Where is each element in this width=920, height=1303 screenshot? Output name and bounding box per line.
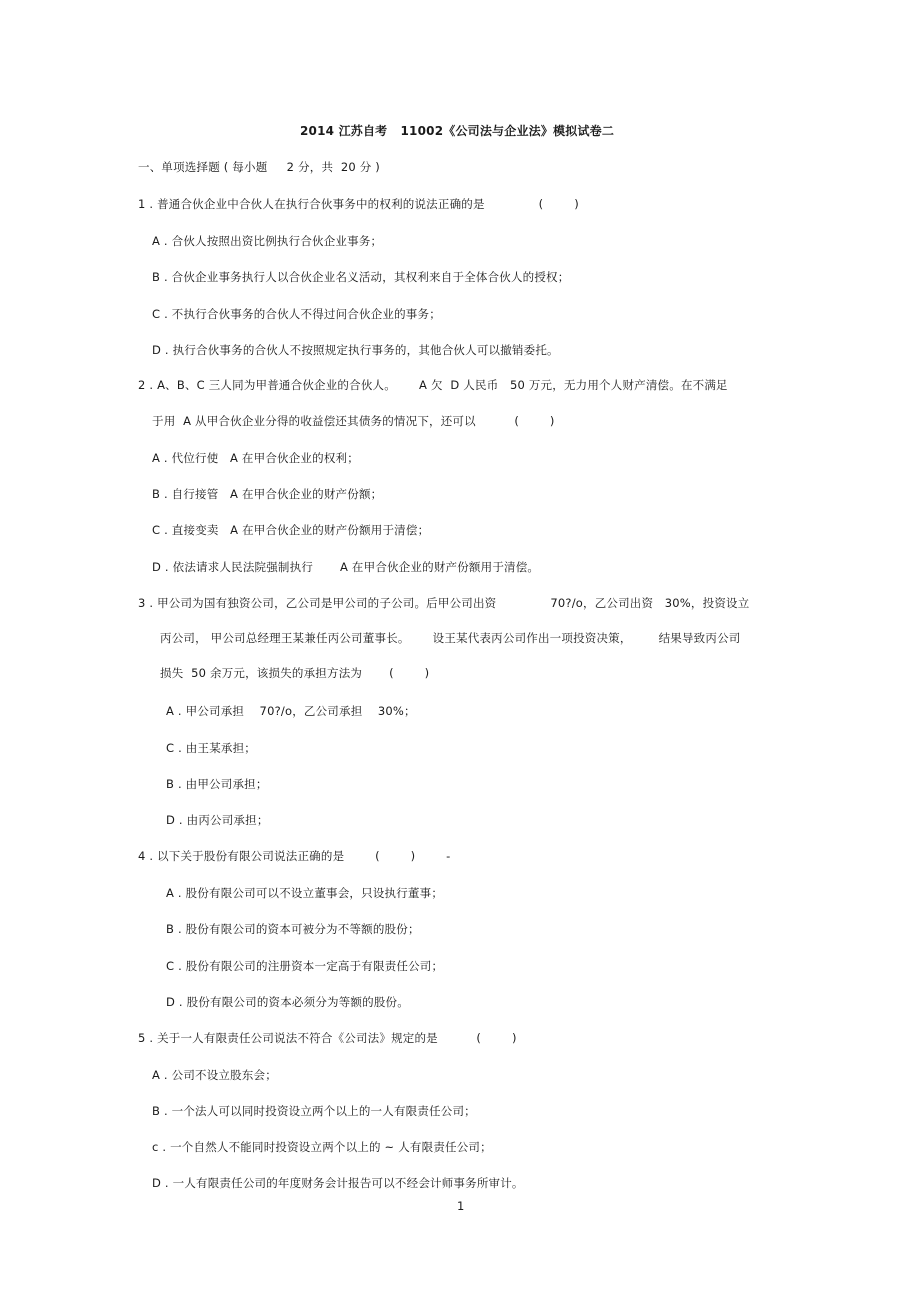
- option-a: A . 合伙人按照出资比例执行合伙企业事务；: [152, 234, 383, 248]
- question-stem: 1 . 普通合伙企业中合伙人在执行合伙事务中的权利的说法正确的是 ( ): [138, 197, 579, 211]
- option-c: C . 直接变卖 A 在甲合伙企业的财产份额用于清偿；: [152, 523, 430, 537]
- option-c: C . 由王某承担；: [166, 741, 256, 755]
- option-b: B . 自行接管 A 在甲合伙企业的财产份额；: [152, 487, 383, 501]
- option-a: A . 代位行使 A 在甲合伙企业的权利；: [152, 451, 359, 465]
- option-a: A . 股份有限公司可以不设立董事会，只设执行董事；: [166, 886, 444, 900]
- option-c: C . 股份有限公司的注册资本一定高于有限责任公司；: [166, 959, 444, 973]
- question-stem-continued: 于用 A 从甲合伙企业分得的收益偿还其债务的情况下，还可以 ( ): [152, 414, 555, 428]
- option-c: c . 一个自然人不能同时投资设立两个以上的 ~ 人有限责任公司；: [152, 1140, 492, 1154]
- option-b: B . 由甲公司承担；: [166, 777, 268, 791]
- page-number: 1: [457, 1199, 465, 1213]
- option-d: D . 依法请求人民法院强制执行 A 在甲合伙企业的财产份额用于清偿。: [152, 560, 540, 574]
- document-title: 2014 江苏自考 11002《公司法与企业法》模拟试卷二: [300, 124, 615, 138]
- option-d: D . 股份有限公司的资本必须分为等额的股份。: [166, 995, 409, 1009]
- question-stem-continued: 损失 50 余万元，该损失的承担方法为 ( ): [160, 666, 430, 680]
- option-c: C . 不执行合伙事务的合伙人不得过问合伙企业的事务；: [152, 307, 441, 321]
- question-stem: 4 . 以下关于股份有限公司说法正确的是 ( ) -: [138, 849, 451, 863]
- option-d: D . 执行合伙事务的合伙人不按照规定执行事务的，其他合伙人可以撤销委托。: [152, 343, 559, 357]
- question-stem: 3 . 甲公司为国有独资公司，乙公司是甲公司的子公司。后甲公司出资 70?/o，乙公司出资 30%，投资设立: [138, 596, 750, 610]
- option-a: A . 公司不设立股东会；: [152, 1068, 277, 1082]
- option-b: B . 合伙企业事务执行人以合伙企业名义活动，其权利来自于全体合伙人的授权；: [152, 270, 570, 284]
- option-d: D . 由丙公司承担；: [166, 813, 269, 827]
- option-a: A . 甲公司承担 70?/o，乙公司承担 30%；: [166, 704, 416, 718]
- option-b: B . 一个法人可以同时投资设立两个以上的一人有限责任公司；: [152, 1104, 476, 1118]
- option-d: D . 一人有限责任公司的年度财务会计报告可以不经会计师事务所审计。: [152, 1176, 524, 1190]
- question-stem-continued: 丙公司， 甲公司总经理王某兼任丙公司董事长。 设王某代表丙公司作出一项投资决策， 结果导致丙公司: [160, 631, 741, 645]
- question-stem: 2 . A、B、C 三人同为甲普通合伙企业的合伙人。 A 欠 D 人民币 50 万元，无力用个人财产清偿。在不满足: [138, 378, 728, 392]
- question-stem: 5 . 关于一人有限责任公司说法不符合《公司法》规定的是 ( ): [138, 1031, 517, 1045]
- section-heading: 一、单项选择题 ( 每小题 2 分，共 20 分 ): [138, 160, 380, 174]
- option-b: B . 股份有限公司的资本可被分为不等额的股份；: [166, 922, 420, 936]
